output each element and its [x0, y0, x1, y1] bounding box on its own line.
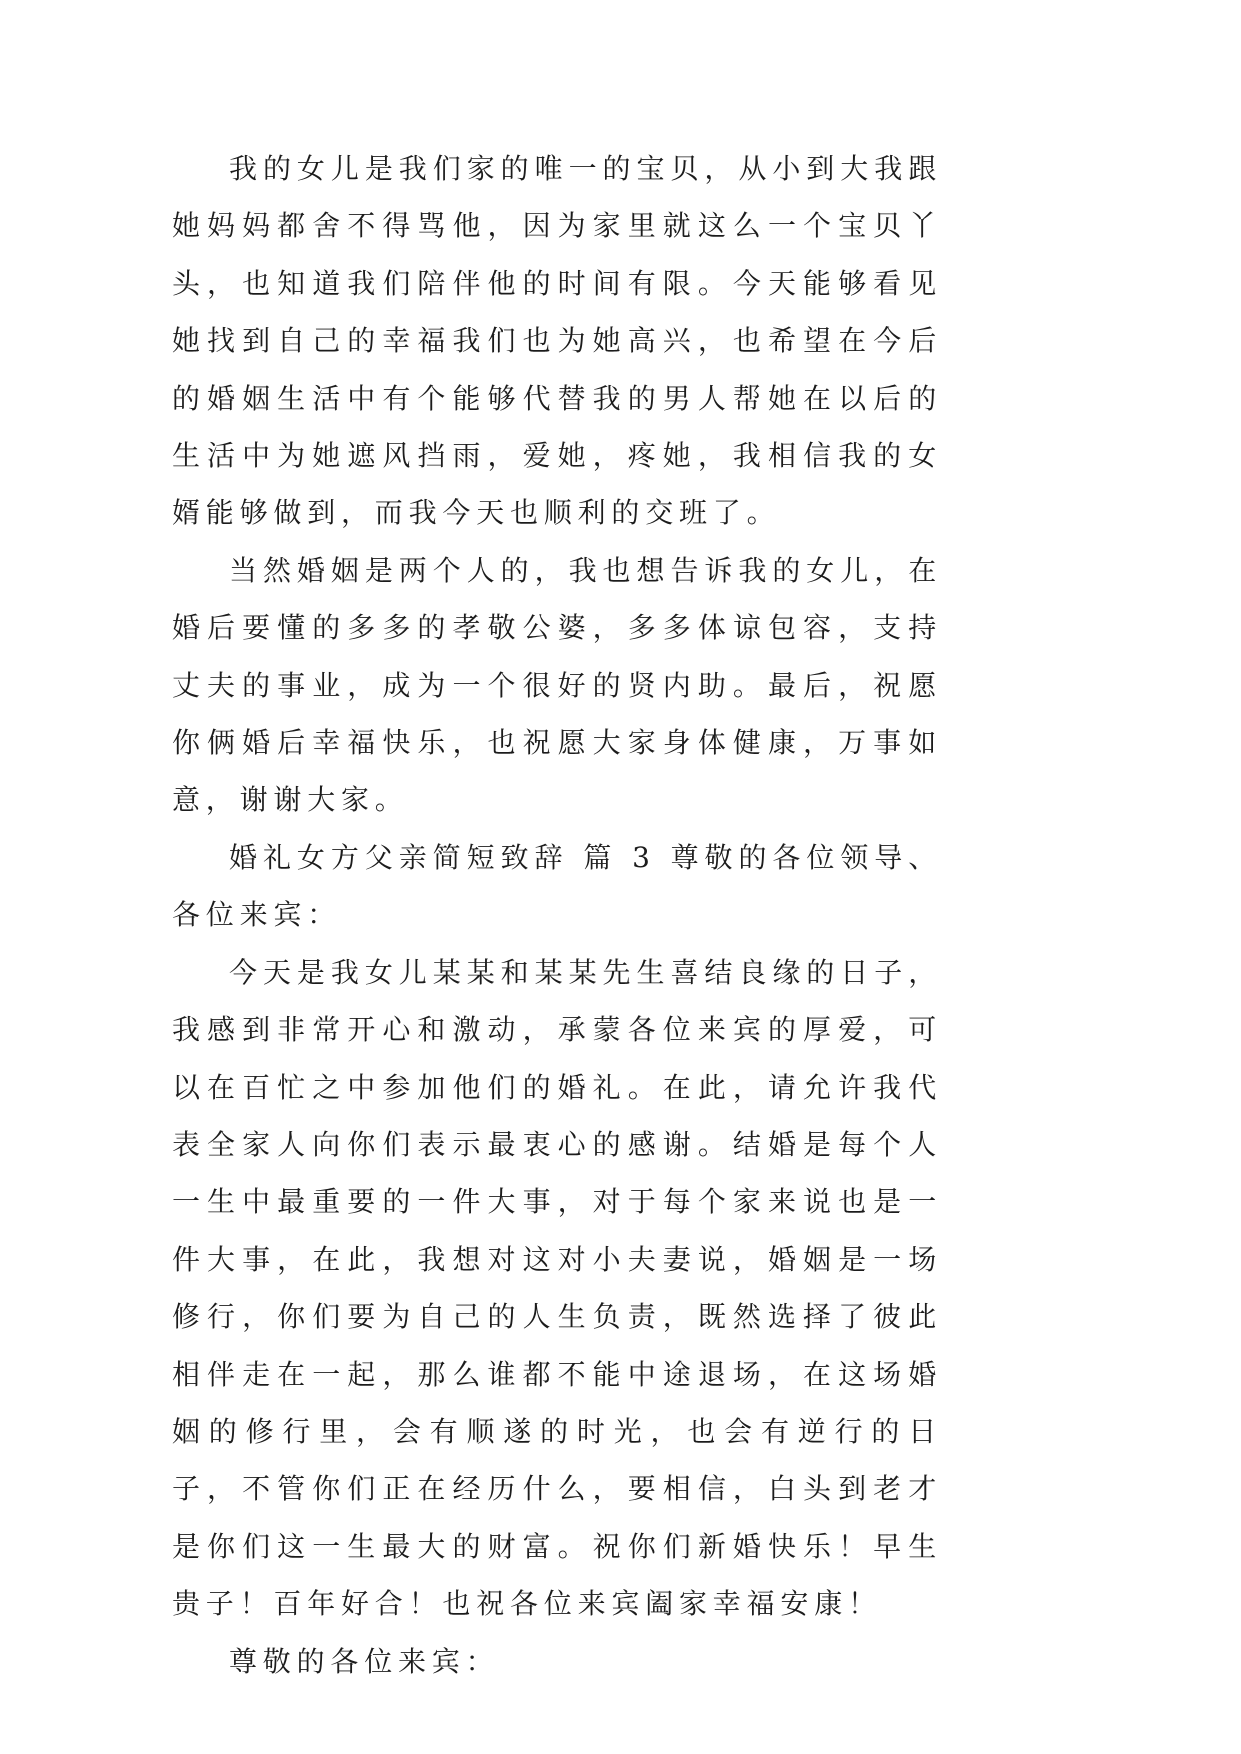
paragraph-greeting: 尊敬的各位来宾： [229, 1644, 500, 1678]
paragraph-wedding-thanks: 今天是我女儿某某和某某先生喜结良缘的日子，我感到非常开心和激动，承蒙各位来宾的厚爱，可以在百忙之中参加他们的婚礼。在此，请允许我代表全家人向你们表示最衷心的感谢。结婚是每个人一生中最重要的一件大事，对于每个家来说也是一件大事，在此，我想对这对小夫妻说，婚姻是一场修行，你们要为自己的人生负责，既然选择了彼此相伴走在一起，那么谁都不能中途退场，在这场婚姻的修行里，会有顺遂的时光，也会有逆行的日子，不管你们正在经历什么，要相信，白头到老才是你们这一生最大的财富。祝你们新婚快乐！早生贵子！百年好合！也祝各位来宾阖家幸福安康！ [172, 955, 942, 1621]
document-body [172, 140, 942, 1690]
paragraph-marriage-advice: 当然婚姻是两个人的，我也想告诉我的女儿，在婚后要懂的多多的孝敬公婆，多多体谅包容，支持丈夫的事业，成为一个很好的贤内助。最后，祝愿你俩婚后幸福快乐，也祝愿大家身体健康，万事如意，谢谢大家。 [172, 553, 942, 817]
paragraph-speech-heading: 婚礼女方父亲简短致辞 篇 3 尊敬的各位领导、各位来宾： [172, 840, 942, 932]
paragraph-daughter-treasure: 我的女儿是我们家的唯一的宝贝，从小到大我跟她妈妈都舍不得骂他，因为家里就这么一个宝贝丫头，也知道我们陪伴他的时间有限。今天能够看见她找到自己的幸福我们也为她高兴，也希望在今后的婚姻生活中有个能够代替我的男人帮她在以后的生活中为她遮风挡雨，爱她，疼她，我相信我的女婿能够做到，而我今天也顺利的交班了。 [172, 152, 942, 530]
